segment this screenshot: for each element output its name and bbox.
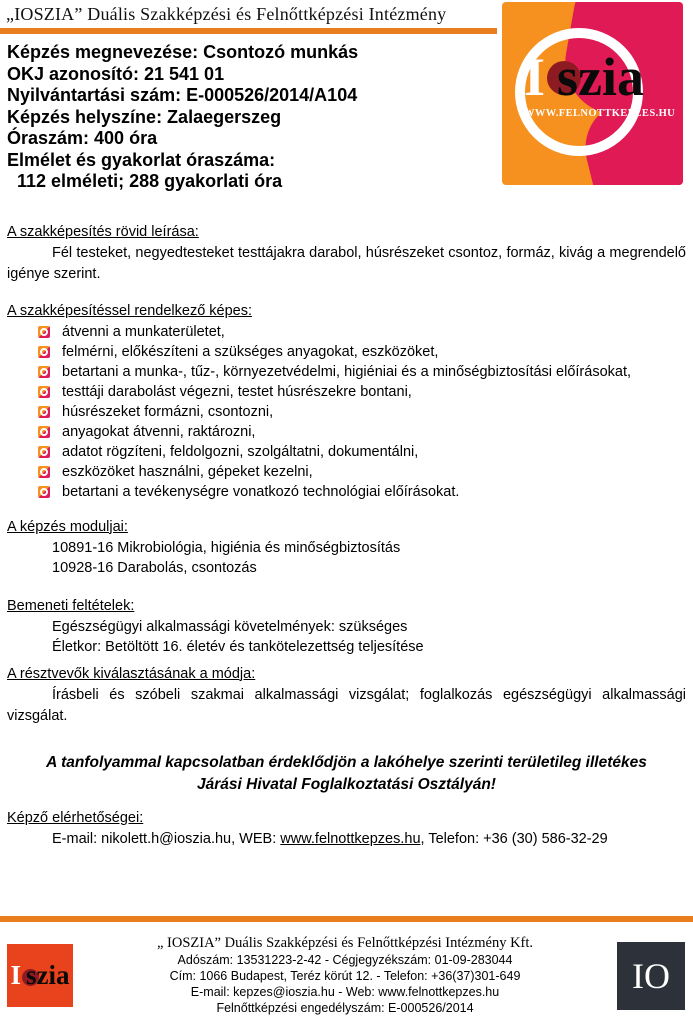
okj-id: OKJ azonosító: 21 541 01 [7, 63, 225, 84]
list-item [7, 482, 686, 502]
ioszia-bullet-icon [38, 386, 50, 398]
list-item [7, 342, 686, 362]
section-contact [7, 808, 686, 850]
section-heading: A képzés moduljai: [7, 518, 128, 535]
theory-practice-label: Elmélet és gyakorlat óraszáma: [7, 149, 276, 170]
contact-phone-text: Telefon: +36 (30) 586-32-29 [424, 830, 608, 847]
section-heading: A résztvevők kiválasztásának a módja: [7, 665, 256, 682]
page-title: „IOSZIA” Duális Szakképzési és Felnőttképzési Intézmény [6, 4, 447, 24]
district-office-notice: A tanfolyammal kapcsolatban érdeklődjön a lakóhelye szerinti területileg illetékes Járási Hivatal Foglalkoztatási Osztályán! [46, 753, 647, 793]
list-item-text: anyagokat átvenni, raktározni, [62, 423, 256, 440]
module-item: 10891-16 Mikrobiológia, higiénia és minőségbiztosítás [52, 539, 401, 556]
contact-line [7, 829, 686, 850]
footer-row [0, 922, 693, 1024]
section-modules [7, 517, 686, 579]
course-hours: Óraszám: 400 óra [7, 128, 158, 148]
list-item-text: betartani a munka-, tűz-, környezetvédelmi, higiéniai és a minőségbiztosítási előírásokat, [62, 363, 632, 380]
list-item [7, 462, 686, 482]
list-item-text: eszközöket használni, gépeket kezelni, [62, 463, 313, 480]
footer-email-web-line: E-mail: kepzes@ioszia.hu - Web: www.felnottkepzes.hu [190, 985, 500, 999]
contact-email-text: E-mail: nikolett.h@ioszia.hu, WEB: [52, 830, 281, 847]
section-heading: Bemeneti feltételek: [7, 597, 135, 614]
requirement-item: Életkor: Betöltött 16. életév és tankötelezettség teljesítése [52, 639, 424, 655]
footer-license-line: Felnőttképzési engedélyszám: E-000526/2014 [216, 1001, 474, 1015]
list-item [7, 382, 686, 402]
logo-letters-szia: szia [26, 960, 70, 990]
logo-url-text: WWW.FELNOTTKEPZES.HU [524, 108, 676, 119]
ioszia-bullet-icon [38, 466, 50, 478]
section-selection [7, 664, 686, 727]
footer-company-name: „ IOSZIA” Duális Szakképzési és Felnőttképzési Intézmény Kft. [156, 935, 534, 951]
course-info-block [7, 42, 487, 193]
list-item-text: felmérni, előkészíteni a szükséges anyagokat, eszközöket, [62, 343, 439, 360]
section-heading: A szakképesítéssel rendelkező képes: [7, 302, 253, 319]
section-short-description [7, 222, 686, 285]
ioszia-bullet-icon [38, 326, 50, 338]
section-heading: Képző elérhetőségei: [7, 809, 144, 826]
section-capabilities [7, 301, 686, 502]
course-name: Képzés megnevezése: Csontozó munkás [7, 42, 359, 62]
list-item [7, 402, 686, 422]
footer-address-line: Cím: 1066 Budapest, Teréz körút 12. - Telefon: +36(37)301-649 [169, 969, 521, 983]
logo-letter-i: I [10, 960, 21, 990]
course-location: Képzés helyszíne: Zalaegerszeg [7, 106, 282, 127]
list-item [7, 422, 686, 442]
io-square-logo: IO [617, 942, 685, 1010]
capabilities-list [7, 322, 686, 502]
ioszia-bullet-icon [38, 346, 50, 358]
section-heading: A szakképesítés rövid leírása: [7, 223, 199, 240]
ioszia-bullet-icon [38, 406, 50, 418]
logo-wordmark [524, 47, 645, 107]
registration-number: Nyilvántartási szám: E-000526/2014/A104 [7, 85, 358, 105]
list-item-text: testtáji darabolást végezni, testet húsrészekre bontani, [62, 383, 412, 400]
footer [0, 916, 693, 1024]
section-paragraph: Írásbeli és szóbeli szakmai alkalmassági vizsgálat; foglalkozás egészségügyi alkalmassági vizsgálat. [7, 686, 686, 724]
ioszia-bullet-icon [38, 446, 50, 458]
main-content [0, 222, 693, 850]
ioszia-bullet-icon [38, 366, 50, 378]
footer-tax-line: Adószám: 13531223-2-42 - Cégjegyzékszám: 01-09-283044 [177, 953, 513, 967]
list-item [7, 322, 686, 342]
website-link[interactable]: www.felnottkepzes.hu, [280, 830, 425, 847]
logo-letter-i: I [524, 47, 546, 107]
module-item: 10928-16 Darabolás, csontozás [52, 560, 257, 576]
header-divider [0, 28, 497, 34]
list-item-text: átvenni a munkaterületet, [62, 323, 225, 340]
list-item-text: betartani a tevékenységre vonatkozó technológiai előírásokat. [62, 483, 460, 500]
requirement-item: Egészségügyi alkalmassági követelmények: szükséges [52, 618, 408, 635]
ioszia-bullet-icon [38, 426, 50, 438]
section-paragraph: Fél testeket, negyedtesteket testtájakra darabol, húsrészeket csontoz, formáz, kivág a megrendelő igénye szerint. [7, 244, 686, 282]
ioszia-logo [502, 2, 683, 185]
footer-contact-block [73, 935, 617, 1016]
list-item-text: húsrészeket formázni, csontozni, [62, 403, 274, 420]
ioszia-footer-logo [7, 944, 73, 1007]
logo-letters-szia: szia [557, 47, 645, 107]
theory-practice-hours: 112 elméleti; 288 gyakorlati óra [17, 171, 283, 191]
list-item-text: adatot rögzíteni, feldolgozni, szolgáltatni, dokumentálni, [62, 443, 419, 460]
list-item [7, 362, 686, 382]
list-item [7, 442, 686, 462]
section-requirements [7, 596, 686, 658]
ioszia-bullet-icon [38, 486, 50, 498]
